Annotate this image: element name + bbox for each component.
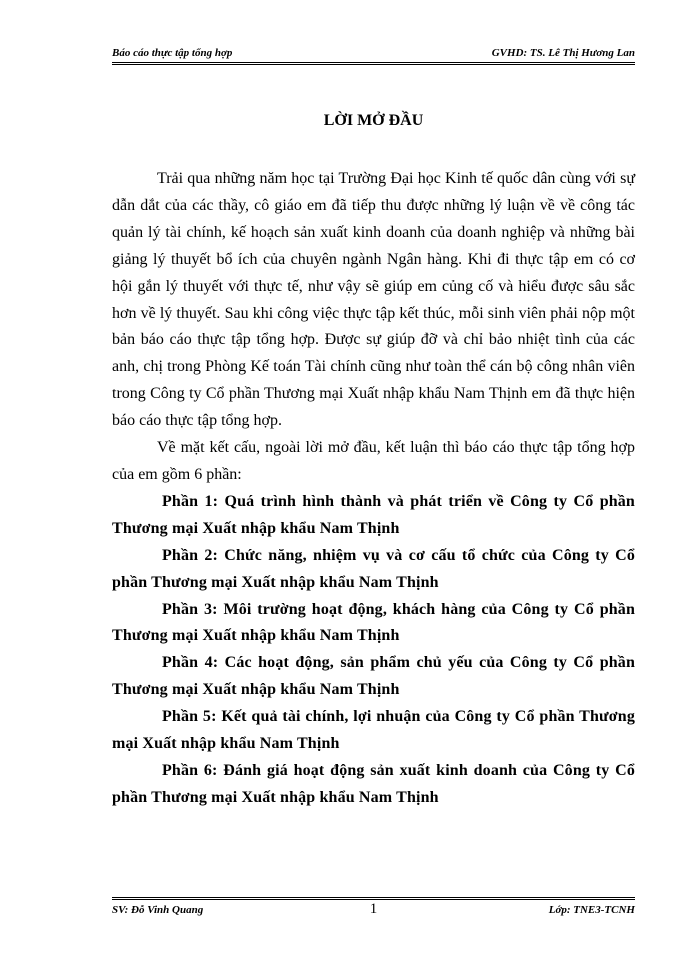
page-number: 1: [369, 901, 378, 917]
header-advisor: GVHD: TS. Lê Thị Hương Lan: [491, 47, 635, 59]
page-header: [112, 47, 635, 65]
section-item-5: Phần 5: Kết quả tài chính, lợi nhuận của Công ty Cổ phần Thương mại Xuất nhập khẩu Nam Thịnh: [112, 708, 635, 753]
section-item-2: Phần 2: Chức năng, nhiệm vụ và cơ cấu tổ chức của Công ty Cổ phần Thương mại Xuất nhập khẩu Nam Thịnh: [112, 546, 635, 591]
intro-paragraph: Trải qua những năm học tại Trường Đại học Kinh tế quốc dân cùng với sự dẫn dắt của các thầy, cô giáo em đã tiếp thu được những lý luận về về công tác quản lý tài chính, kế hoạch sản xuất kinh doanh của doanh nghiệp và những bài giảng lý thuyết bổ ích của chuyên ngành Ngân hàng. Khi đi thực tập em có cơ hội gắn lý thuyết với thực tế, như vậy sẽ giúp em củng cố và hiểu được sâu sắc hơn về lý thuyết. Sau khi công việc thực tập kết thúc, mỗi sinh viên phải nộp một bản báo cáo thực tập tổng hợp. Được sự giúp đỡ và chỉ bảo nhiệt tình của các anh, chị trong Phòng Kế toán Tài chính cũng như toàn thể cán bộ công nhân viên trong Công ty Cổ phần Thương mại Xuất nhập khẩu Nam Thịnh em đã thực hiện báo cáo thực tập tổng hợp.: [112, 170, 635, 430]
section-item-6: Phần 6: Đánh giá hoạt động sản xuất kinh doanh của Công ty Cổ phần Thương mại Xuất nhập khẩu Nam Thịnh: [112, 761, 635, 806]
footer-class: Lớp: TNE3-TCNH: [548, 904, 635, 916]
document-body: [112, 166, 635, 812]
section-item-4: Phần 4: Các hoạt động, sản phẩm chủ yếu của Công ty Cổ phần Thương mại Xuất nhập khẩu Nam Thịnh: [112, 654, 635, 699]
section-item-3: Phần 3: Môi trường hoạt động, khách hàng của Công ty Cổ phần Thương mại Xuất nhập khẩu Nam Thịnh: [112, 600, 635, 645]
page-title: LỜI MỞ ĐẦU: [323, 112, 424, 129]
section-item-1: Phần 1: Quá trình hình thành và phát triển về Công ty Cổ phần Thương mại Xuất nhập khẩu Nam Thịnh: [112, 492, 635, 537]
structure-paragraph: Về mặt kết cấu, ngoài lời mở đầu, kết luận thì báo cáo thực tập tổng hợp của em gồm 6 phần:: [112, 439, 635, 483]
page-footer: [112, 897, 635, 918]
header-report-title: Báo cáo thực tập tổng hợp: [112, 47, 233, 59]
footer-student: SV: Đỗ Vinh Quang: [112, 904, 204, 916]
